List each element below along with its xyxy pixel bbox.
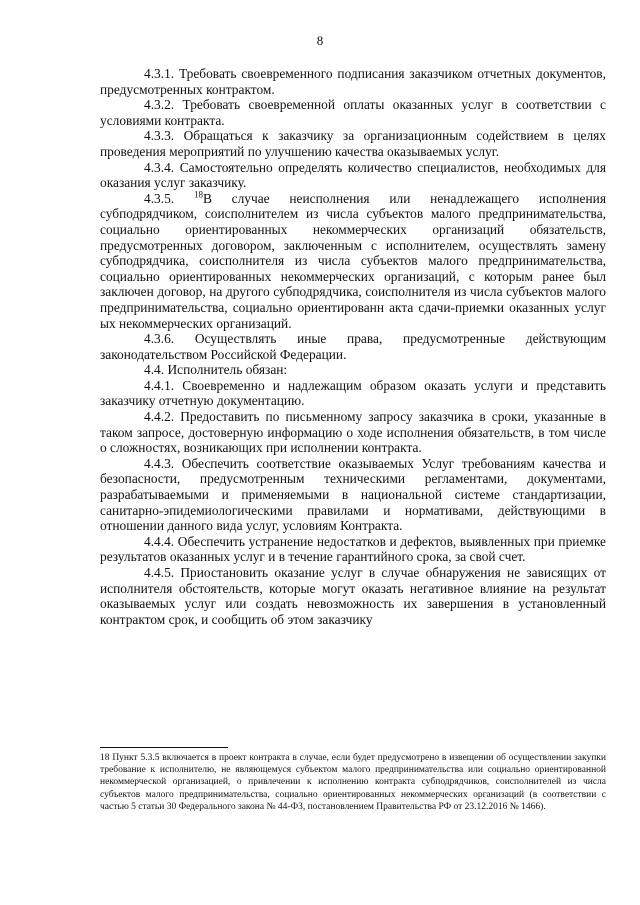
footnote-separator	[100, 747, 228, 748]
paragraph-4-4	[100, 362, 606, 378]
paragraph-text: Исполнитель обязан:	[167, 362, 288, 378]
paragraph-4-3-5	[100, 191, 606, 331]
paragraph-number: 4.4.1.	[144, 377, 175, 393]
paragraph-number: 4.4.3.	[144, 455, 175, 471]
paragraph-number: 4.3.4.	[144, 159, 175, 175]
paragraph-number: 4.3.6.	[144, 331, 175, 347]
paragraph-number: 4.4.5.	[144, 565, 175, 580]
page-number: 8	[316, 33, 324, 48]
paragraph-text: Самостоятельно определять количество специалистов, необходимых для оказания услуг заказчику.	[100, 159, 606, 191]
paragraph-4-4-4	[100, 534, 606, 565]
paragraph-4-3-3	[100, 128, 606, 159]
paragraph-text: Своевременно и надлежащим образом оказать услуги и представить заказчику отчетную документацию.	[100, 377, 606, 409]
paragraph-4-4-5	[100, 565, 606, 627]
paragraph-text: Обращаться к заказчику за организационным содействием в целях проведения мероприятий по улучшению качества оказываемых услуг.	[100, 128, 606, 159]
paragraph-number: 4.3.1.	[144, 66, 175, 81]
paragraph-number: 4.4.	[144, 362, 165, 378]
paragraph-4-4-3	[100, 456, 606, 534]
paragraph-number: 4.3.2.	[144, 97, 175, 113]
paragraph-text: Осуществлять иные права, предусмотренные действующим законодательством Российской Федерации.	[100, 331, 606, 362]
paragraph-4-3-4	[100, 160, 606, 191]
document-body	[100, 66, 606, 627]
footnote-reference[interactable]: 18	[193, 189, 203, 200]
paragraph-text: Требовать своевременного подписания заказчиком отчетных документов, предусмотренных контрактом.	[100, 66, 606, 97]
paragraph-4-3-6	[100, 331, 606, 362]
paragraph-text: Предоставить по письменному запросу заказчика в сроки, указанные в таком запросе, достоверную информацию о ходе исполнения обязательств, в том числе о сложностях, возникающих при исполнении контракта.	[100, 409, 606, 456]
paragraph-text: Приостановить оказание услуг в случае обнаружения не зависящих от исполнителя обстоятельств, которые могут оказать негативное влияние на результат оказываемых услуг или создать невозможность их завершения в установленный контрактом срок, и сообщить об этом заказчику	[100, 565, 606, 627]
footnote-number: 18	[100, 753, 110, 763]
paragraph-number: 4.3.5.	[144, 190, 175, 206]
paragraph-4-3-2	[100, 97, 606, 128]
paragraph-text: Требовать своевременной оплаты оказанных услуг в соответствии с условиями контракта.	[100, 97, 606, 128]
paragraph-4-4-1	[100, 378, 606, 409]
paragraph-text: Обеспечить соответствие оказываемых Услуг требованиям качества и безопасности, предусмотренным техническими регламентами, документами, разрабатываемыми и применяемыми в национальной системе стандартизации, санитарно-эпидемиологическими правилами и нормативами, действующими в отношении данного вида услуг, условиям Контракта.	[100, 455, 606, 534]
paragraph-4-4-2	[100, 409, 606, 456]
paragraph-number: 4.4.2.	[144, 409, 175, 425]
paragraph-text: Обеспечить устранение недостатков и дефектов, выявленных при приемке результатов оказанных услуг и в течение гарантийного срока, за свой счет.	[100, 533, 606, 565]
paragraph-text: В случае неисполнения или ненадлежащего исполнения субподрядчиком, соисполнителем из числа субъектов малого предпринимательства, социально ориентированных некоммерческих организаций обязательств, предусмотренных договором, заключенным с исполнителем, осуществлять замену субподрядчика, соисполнителя из числа субъектов малого предпринимательства, социально ориентированных некоммерческих организаций, с которым ранее был заключен договор, на другого субподрядчика, соисполнителя из числа субъектов малого предпринимательства, социально ориентированн акта сдачи-приемки оказанных услуг ых некоммерческих организаций.	[100, 190, 606, 331]
paragraph-4-3-1	[100, 66, 606, 97]
paragraph-number: 4.3.3.	[144, 128, 175, 144]
footnote-text: Пункт 5.3.5 включается в проект контракта в случае, если будет предусмотрено в извещении об осуществлении закупки требование к исполнителю, не являющемуся субъектом малого предпринимательства или социально ориентированной некоммерческой организацией, о привлечении к исполнению контракта субподрядчиков, соисполнителей из числа субъектов малого предпринимательства, социально ориентированных некоммерческих организаций (в соответствии с частью 5 статьи 30 Федерального закона № 44-ФЗ, постановлением Правительства РФ от 23.12.2016 № 1466).	[100, 753, 606, 812]
paragraph-number: 4.4.4.	[144, 533, 175, 549]
footnote	[100, 752, 606, 813]
